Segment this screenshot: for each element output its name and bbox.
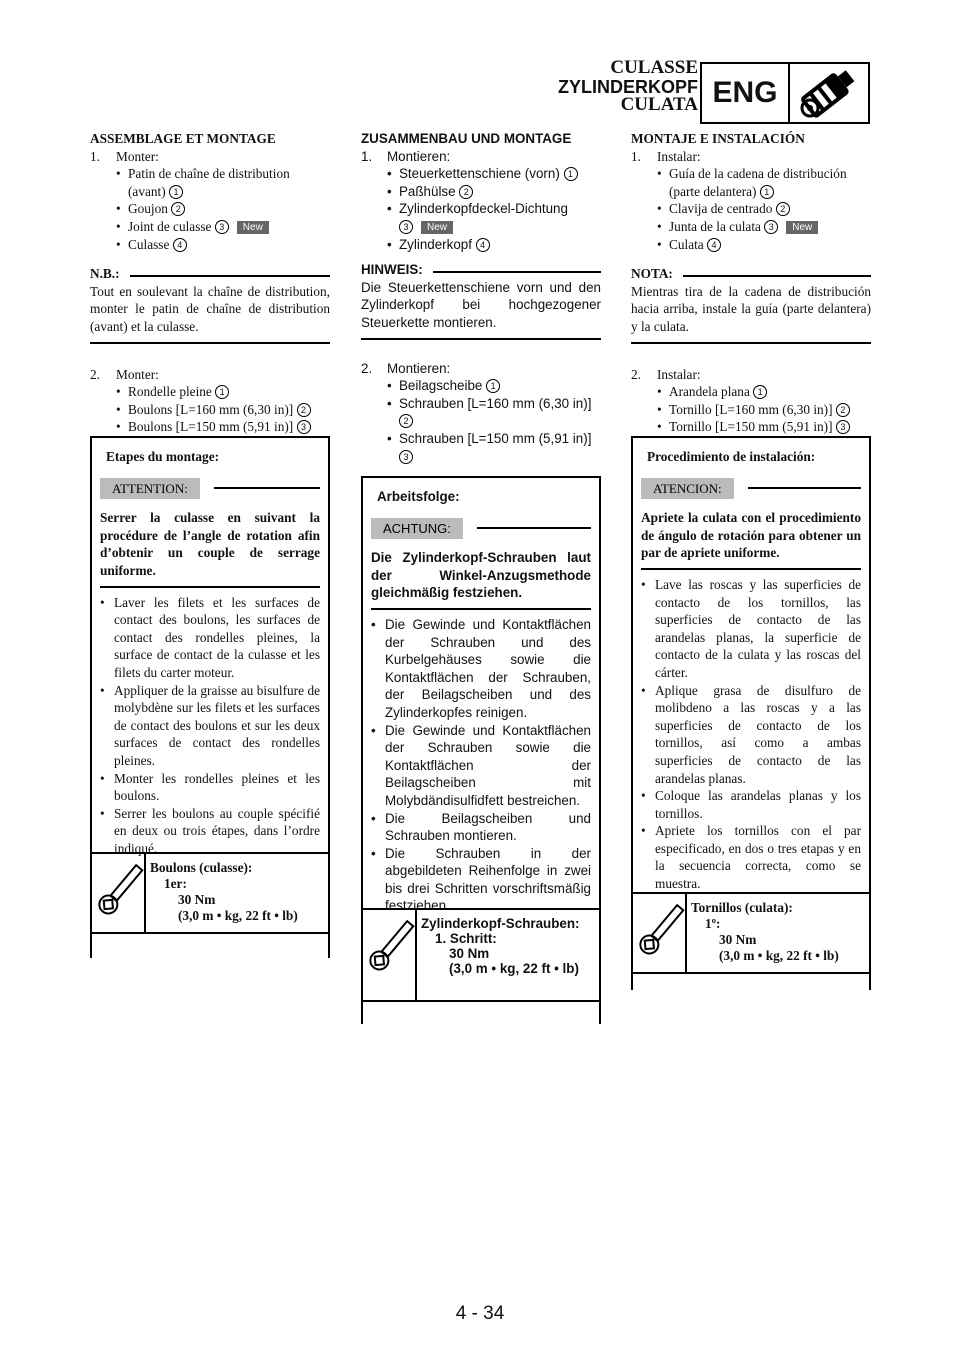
step-verb: Instalar: — [657, 148, 701, 164]
warning-text: Serrer la culasse en suivant la procédure de l’angle de rotation afin d’obtenir un couple de serrage uniforme. — [100, 510, 320, 578]
new-part-tag: New — [421, 221, 453, 234]
procedure-list — [92, 588, 328, 858]
section-title: ASSEMBLAGE ET MONTAGE — [90, 131, 276, 146]
new-part-tag: New — [237, 221, 269, 234]
warning-heading — [633, 466, 869, 500]
list-item: • Schrauben [L=160 mm (6,30 in)] 2 — [387, 395, 592, 427]
torque-stage: 1º: — [705, 916, 721, 931]
page-number: 4 - 34 — [455, 1303, 505, 1324]
list-item: • Die Gewinde und Kontaktflächen der Schrauben und des Kurbelgehäuses sowie die Kontaktflächen der Schrauben, der Beilagscheiben und des Zylinderkopfes reinigen. — [371, 616, 591, 720]
note-text: Mientras tira de la cadena de distribución hacia arriba, instale la guía (parte delantera) y la culata. — [631, 283, 871, 334]
ref-number: 1 — [564, 167, 578, 181]
torque-alt-units: (3,0 m • kg, 22 ft • lb) — [178, 908, 298, 923]
note-heading: N.B.: — [90, 265, 330, 283]
list-item: • Lave las roscas y las superficies de contacto de los tornillos, las superficies de contacto de las arandelas planas, la superficie de contacto de la culata y las roscas del cárter. — [641, 576, 861, 680]
torque-value: 30 Nm — [719, 932, 757, 947]
ref-number: 4 — [476, 238, 490, 252]
section-badge — [700, 62, 870, 124]
step-verb: Montieren: — [387, 360, 451, 376]
list-item: • Zylinderkopfdeckel-Dichtung 3 New — [387, 201, 568, 233]
torque-wrench-icon — [363, 910, 417, 1000]
warning-label: ACHTUNG: — [371, 518, 463, 540]
list-item: • Patin de chaîne de distribution (avant) 1 — [116, 166, 290, 199]
step-verb: Montieren: — [387, 148, 451, 164]
torque-title: Boulons (culasse): — [150, 860, 253, 875]
list-item: • Boulons [L=150 mm (5,91 in)] 3 — [90, 418, 330, 436]
ref-number: 3 — [215, 220, 229, 234]
step-number: 2. — [631, 366, 641, 382]
section-title: ZUSAMMENBAU UND MONTAGE — [361, 131, 572, 146]
procedure-list — [633, 570, 869, 893]
list-item: • Tornillo [L=150 mm (5,91 in)] 3 — [631, 418, 871, 436]
torque-wrench-icon — [633, 894, 687, 972]
list-item: • Serrer les boulons au couple spécifié en deux ou trois étapes, dans l’ordre indiqué. — [100, 805, 320, 856]
list-item: • Tornillo [L=160 mm (6,30 in)] 2 — [631, 401, 871, 419]
list-item: • Monter les rondelles pleines et les boulons. — [100, 770, 320, 804]
ref-number: 4 — [173, 238, 187, 252]
ref-number: 1 — [760, 185, 774, 199]
list-item: • Clavija de centrado 2 — [631, 200, 871, 218]
ref-number: 3 — [764, 220, 778, 234]
torque-value: 30 Nm — [449, 946, 490, 961]
list-item: • Guía de la cadena de distribución (parte delantera) 1 — [657, 166, 847, 199]
list-item: • Rondelle pleine 1 — [90, 383, 330, 401]
note-text: Die Steuerkettenschiene vorn und den Zylinderkopf bei hochgezogener Steuerkette montieren. — [361, 279, 601, 330]
step-verb: Monter: — [116, 366, 159, 382]
warning-heading — [92, 466, 328, 500]
list-item: • Die Gewinde und Kontaktflächen der Schrauben sowie die Kontaktflächen der Beilagscheiben mit Molybdändisulfidfett bestreichen. — [371, 722, 591, 808]
list-item: • Aplique grasa de disulfuro de molibdeno a las roscas y a las superficies de contacto de los tornillos, así como a ambas superficies de contacto de las arandelas planas. — [641, 682, 861, 786]
step-number: 2. — [361, 360, 373, 376]
step-number: 1. — [361, 148, 373, 164]
list-item: • Culasse 4 — [90, 236, 330, 254]
ref-number: 3 — [836, 420, 850, 434]
ref-number: 1 — [486, 379, 500, 393]
list-item: • Appliquer de la graisse au bisulfure de molybdène sur les filets et les surfaces de contact des boulons et sur les deux surfaces de contact des rondelles pleines. — [100, 682, 320, 768]
torque-alt-units: (3,0 m • kg, 22 ft • lb) — [719, 948, 839, 963]
torque-title: Tornillos (culata): — [691, 900, 793, 915]
list-item: • Beilagscheibe 1 — [361, 377, 601, 395]
ref-number: 3 — [297, 420, 311, 434]
step-number: 1. — [631, 148, 641, 164]
step-verb: Monter: — [116, 148, 159, 164]
list-item: • Laver les filets et les surfaces de contact des boulons, les surfaces de contact des rondelles pleines, la surface de contact de la culasse et les filets du carter moteur. — [100, 594, 320, 680]
warning-label: ATTENTION: — [100, 478, 200, 500]
list-item: • Schrauben [L=150 mm (5,91 in)] 3 — [387, 430, 592, 462]
header-title-de: ZYLINDERKOPF — [557, 77, 698, 97]
list-item: • Zylinderkopf 4 — [361, 236, 601, 254]
list-item: • Arandela plana 1 — [631, 383, 871, 401]
ref-number: 2 — [399, 414, 413, 428]
step-verb: Instalar: — [657, 366, 701, 382]
warning-text: Apriete la culata con el procedimiento de ángulo de rotación para obtener un par de apriete uniforme. — [641, 510, 861, 561]
ref-number: 2 — [459, 185, 473, 199]
step-number: 1. — [90, 148, 100, 164]
ref-number: 3 — [399, 450, 413, 464]
procedure-title: Procedimiento de instalación: — [647, 449, 816, 464]
list-item: • Die Beilagscheiben und Schrauben montieren. — [371, 810, 591, 844]
procedure-title: Etapes du montage: — [106, 449, 220, 464]
ref-number: 2 — [776, 202, 790, 216]
ref-number: 2 — [297, 403, 311, 417]
ref-number: 2 — [836, 403, 850, 417]
list-item: • Steuerkettenschiene (vorn) 1 — [361, 165, 601, 183]
column-es — [631, 130, 871, 436]
ref-number: 1 — [215, 385, 229, 399]
list-item: • Goujon 2 — [90, 200, 330, 218]
section-label: ENG — [702, 64, 790, 122]
new-part-tag: New — [786, 221, 818, 234]
torque-spec — [363, 908, 599, 1002]
ref-number: 3 — [399, 220, 413, 234]
procedure-title: Arbeitsfolge: — [377, 489, 460, 504]
procedure-box-fr — [90, 436, 330, 958]
note-heading: NOTA: — [631, 265, 871, 283]
torque-spec — [633, 892, 869, 974]
warning-label: ATENCION: — [641, 478, 734, 500]
torque-spec — [92, 852, 328, 934]
note-heading: HINWEIS: — [361, 261, 601, 279]
column-de — [361, 130, 601, 465]
list-item: • Boulons [L=160 mm (6,30 in)] 2 — [90, 401, 330, 419]
list-item: • Paßhülse 2 — [361, 183, 601, 201]
ref-number: 2 — [171, 202, 185, 216]
list-item: • Coloque las arandelas planas y los tornillos. — [641, 788, 861, 821]
ref-number: 1 — [169, 185, 183, 199]
procedure-box-de — [361, 476, 601, 1024]
ref-number: 4 — [707, 238, 721, 252]
torque-title: Zylinderkopf-Schrauben: — [421, 916, 580, 931]
column-fr — [90, 130, 330, 436]
procedure-list — [363, 610, 599, 915]
note-text: Tout en soulevant la chaîne de distribution, monter le patin de chaîne de distribution (avant) et la culasse. — [90, 283, 330, 334]
list-item: • Culata 4 — [631, 236, 871, 254]
torque-value: 30 Nm — [178, 892, 216, 907]
list-item: • Joint de culasse 3 New — [90, 218, 330, 236]
list-item: • Die Schrauben in der abgebildeten Reihenfolge in zwei bis drei Schritten vorschriftsmäßig festziehen. — [371, 845, 591, 914]
list-item: • Apriete los tornillos con el par especificado, en dos o tres etapas y en la secuencia correcta, como se muestra. — [641, 823, 861, 892]
step-number: 2. — [90, 366, 100, 382]
header-title-es: CULATA — [620, 94, 698, 115]
list-item: • Junta de la culata 3 New — [631, 218, 871, 236]
ref-number: 1 — [753, 385, 767, 399]
torque-alt-units: (3,0 m • kg, 22 ft • lb) — [449, 961, 579, 976]
procedure-box-es — [631, 436, 871, 990]
torque-wrench-icon — [92, 854, 146, 932]
header-title-fr: CULASSE — [610, 57, 698, 78]
warning-heading — [363, 506, 599, 540]
torque-stage: 1er: — [164, 876, 187, 891]
section-title: MONTAJE E INSTALACIÓN — [631, 131, 805, 146]
torque-stage: 1. Schritt: — [435, 931, 497, 946]
warning-text: Die Zylinderkopf-Schrauben laut der Winkel-Anzugsmethode gleichmäßig festziehen. — [371, 550, 591, 601]
engine-bolt-icon — [792, 66, 864, 120]
